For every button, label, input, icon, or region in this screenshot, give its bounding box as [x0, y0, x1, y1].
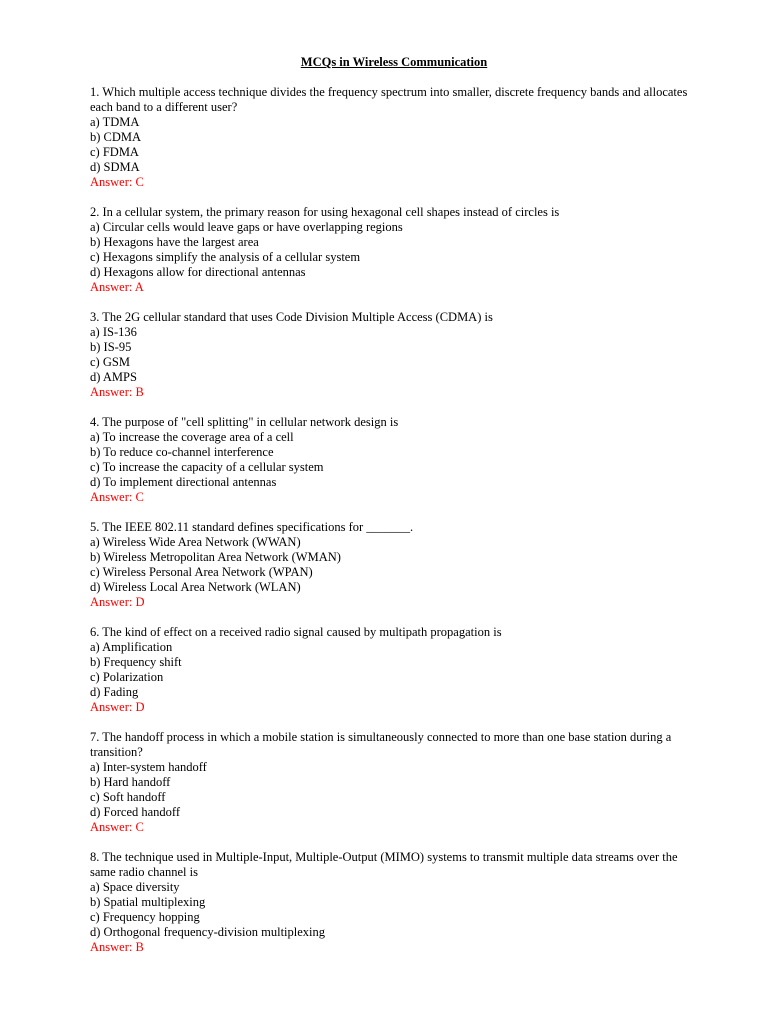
answer-key: Answer: A [90, 280, 144, 294]
question-block [90, 85, 690, 190]
question-stem: 2. In a cellular system, the primary reason for using hexagonal cell shapes instead of circles is [90, 205, 560, 219]
answer-key: Answer: C [90, 490, 144, 504]
question-block [90, 205, 690, 295]
answer-key: Answer: C [90, 175, 144, 189]
answer-option: d) SDMA [90, 160, 140, 174]
question-block [90, 520, 690, 610]
answer-option: b) Frequency shift [90, 655, 182, 669]
answer-option: b) IS-95 [90, 340, 132, 354]
answer-option: b) CDMA [90, 130, 142, 144]
question-stem: 6. The kind of effect on a received radio signal caused by multipath propagation is [90, 625, 502, 639]
answer-option: c) Wireless Personal Area Network (WPAN) [90, 565, 313, 579]
answer-option: d) Wireless Local Area Network (WLAN) [90, 580, 301, 594]
question-block [90, 850, 690, 955]
question-stem: 4. The purpose of "cell splitting" in cellular network design is [90, 415, 399, 429]
document-page [90, 55, 690, 970]
answer-key: Answer: C [90, 820, 144, 834]
answer-option: b) Wireless Metropolitan Area Network (WMAN) [90, 550, 341, 564]
answer-option: a) Inter-system handoff [90, 760, 207, 774]
answer-option: a) TDMA [90, 115, 140, 129]
answer-option: d) AMPS [90, 370, 137, 384]
answer-key: Answer: B [90, 940, 144, 954]
answer-option: d) Forced handoff [90, 805, 181, 819]
answer-option: a) Circular cells would leave gaps or have overlapping regions [90, 220, 403, 234]
question-stem: 8. The technique used in Multiple-Input, Multiple-Output (MIMO) systems to transmit multiple data streams over the same radio channel is [90, 850, 678, 879]
answer-key: Answer: D [90, 700, 145, 714]
answer-option: a) Space diversity [90, 880, 180, 894]
answer-option: c) GSM [90, 355, 130, 369]
answer-option: d) Hexagons allow for directional antennas [90, 265, 306, 279]
answer-option: a) IS-136 [90, 325, 137, 339]
document-title: MCQs in Wireless Communication [300, 55, 488, 69]
question-block [90, 415, 690, 505]
answer-option: d) Fading [90, 685, 139, 699]
answer-option: d) Orthogonal frequency-division multiplexing [90, 925, 326, 939]
answer-option: a) Amplification [90, 640, 173, 654]
question-list [90, 85, 690, 955]
answer-option: b) To reduce co-channel interference [90, 445, 274, 459]
question-block [90, 625, 690, 715]
question-block [90, 730, 690, 835]
question-block [90, 310, 690, 400]
answer-option: c) FDMA [90, 145, 139, 159]
answer-key: Answer: D [90, 595, 145, 609]
answer-option: c) Frequency hopping [90, 910, 200, 924]
answer-option: c) To increase the capacity of a cellular system [90, 460, 324, 474]
answer-option: b) Hard handoff [90, 775, 171, 789]
question-stem: 5. The IEEE 802.11 standard defines specifications for _______. [90, 520, 414, 534]
question-stem: 7. The handoff process in which a mobile station is simultaneously connected to more than one base station during a transition? [90, 730, 672, 759]
answer-option: a) To increase the coverage area of a cell [90, 430, 294, 444]
answer-key: Answer: B [90, 385, 144, 399]
answer-option: b) Spatial multiplexing [90, 895, 206, 909]
answer-option: c) Polarization [90, 670, 164, 684]
answer-option: d) To implement directional antennas [90, 475, 277, 489]
answer-option: c) Soft handoff [90, 790, 166, 804]
answer-option: a) Wireless Wide Area Network (WWAN) [90, 535, 301, 549]
question-stem: 3. The 2G cellular standard that uses Code Division Multiple Access (CDMA) is [90, 310, 493, 324]
answer-option: b) Hexagons have the largest area [90, 235, 259, 249]
question-stem: 1. Which multiple access technique divides the frequency spectrum into smaller, discrete frequency bands and allocates each band to a different user? [90, 85, 688, 114]
answer-option: c) Hexagons simplify the analysis of a cellular system [90, 250, 361, 264]
